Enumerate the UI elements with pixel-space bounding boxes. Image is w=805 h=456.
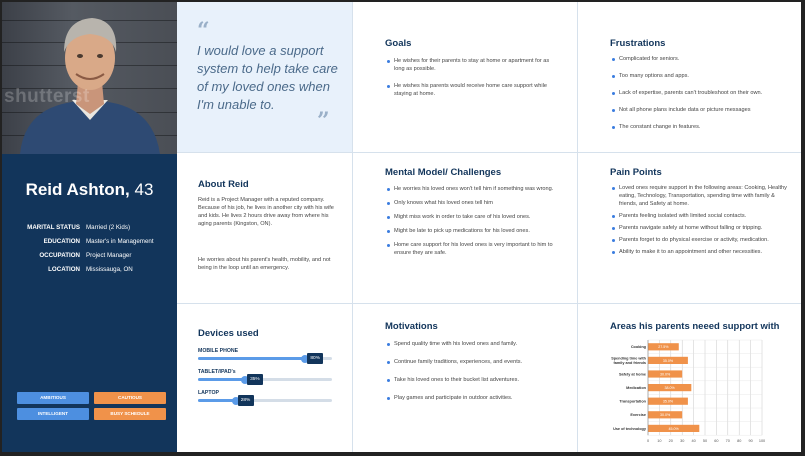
mental-model-list	[385, 185, 565, 257]
about-paragraph: He worries about his parent's health, mobility, and not being in the loop until an emergency.	[198, 257, 331, 271]
bar-value-label: 35.0%	[662, 399, 674, 404]
detail-row	[2, 224, 177, 238]
detail-label: LOCATION	[48, 266, 80, 273]
bar-value-label: 30.0%	[659, 372, 671, 377]
device-bar-fill	[198, 378, 245, 381]
about-heading: About Reid	[198, 179, 249, 190]
trait-tag-intelligent: INTELLIGENT	[17, 408, 89, 420]
goals-list	[385, 57, 557, 98]
x-tick-label: 90	[748, 439, 753, 444]
x-tick-label: 60	[714, 439, 719, 444]
category-label: Medication	[626, 386, 646, 390]
detail-label: EDUCATION	[43, 238, 80, 245]
list-item: Only knows what his loved ones tell him	[385, 199, 565, 207]
trait-tag-ambitious: AMBITIOUS	[17, 392, 89, 404]
list-item: Might be late to pick up medications for his loved ones.	[385, 227, 565, 235]
motivations-heading: Motivations	[385, 321, 438, 332]
watermark: shutterst	[4, 86, 90, 107]
bar-value-label: 45.0%	[668, 426, 679, 431]
pain-points-heading: Pain Points	[610, 167, 662, 178]
x-tick-label: 100	[758, 439, 766, 444]
pain-points-list	[610, 184, 794, 256]
bar-value-label: 27.5%	[658, 345, 669, 350]
list-item: He wishes for their parents to stay at home or apartment for as long as possible.	[385, 57, 557, 73]
list-item: Parents forget to do physical exercise or activity, medication.	[610, 236, 794, 244]
list-item: Parents navigate safely at home without falling or tripping.	[610, 224, 794, 232]
persona-details	[2, 224, 177, 280]
grid-divider	[577, 2, 578, 452]
category-label: family and friends	[613, 360, 646, 365]
x-tick-label: 50	[702, 439, 708, 444]
list-item: Too many options and apps.	[610, 72, 792, 80]
persona-quote: I would love a support system to help take care of my loved ones when I'm unable to.	[197, 43, 338, 112]
list-item: Not all phone plans include data or picture messages	[610, 106, 792, 114]
device-bar-laptop	[198, 399, 332, 402]
frustrations-list	[610, 55, 792, 131]
category-label: Safety at home	[618, 372, 646, 377]
category-label: Cooking	[630, 345, 646, 350]
x-tick-label: 0	[646, 439, 650, 444]
list-item: Complicated for seniors.	[610, 55, 792, 63]
category-label: Spending time with	[611, 356, 646, 361]
device-bar-fill	[198, 357, 305, 360]
open-quote-icon: “	[197, 18, 210, 44]
device-label-mobile: MOBILE PHONE	[198, 348, 239, 354]
device-percent-badge: 35%	[247, 374, 263, 385]
persona-name: Reid Ashton,	[25, 180, 130, 199]
bar-value-label: 38.0%	[664, 386, 675, 390]
list-item: Loved ones require support in the following areas: Cooking, Healthy eating, Technology, Transportation, spending time with family & friends, and Safety at home.	[610, 184, 794, 208]
devices-heading: Devices used	[198, 328, 259, 339]
persona-age: 43	[134, 180, 154, 199]
frustrations-heading: Frustrations	[610, 38, 666, 49]
x-tick-label: 70	[725, 439, 730, 444]
x-tick-label: 80	[737, 439, 742, 444]
trait-tag-busy-schedule: BUSY SCHEDULE	[94, 408, 166, 420]
x-tick-label: 40	[691, 439, 696, 444]
list-item: Take his loved ones to their bucket list adventures.	[385, 376, 567, 384]
category-label: Use of technology	[613, 426, 646, 431]
motivations-list	[385, 340, 567, 402]
list-item: Parents feeling isolated with limited social contacts.	[610, 212, 794, 220]
list-item: The constant change in features.	[610, 123, 792, 131]
category-label: Transportation	[619, 399, 646, 404]
goals-heading: Goals	[385, 38, 412, 49]
device-label-tablet: TABLET/IPAD's	[198, 369, 236, 375]
list-item: He worries his loved ones won't tell him if something was wrong.	[385, 185, 565, 193]
device-bar-fill	[198, 399, 236, 402]
portrait-illustration	[2, 2, 177, 154]
about-paragraph: Reid is a Project Manager with a reputed company. Because of his job, he lives in another city with his wife and kids. He lives 2 hours drive away from where his aging parents (Kingston, ON).	[198, 197, 334, 227]
grid-divider	[177, 152, 801, 153]
detail-label: OCCUPATION	[39, 252, 80, 259]
device-label-laptop: LAPTOP	[198, 390, 219, 396]
grid-divider	[352, 2, 353, 452]
x-tick-label: 10	[657, 439, 662, 444]
detail-value: Project Manager	[86, 252, 132, 259]
detail-value: Master's in Management	[86, 238, 154, 245]
device-percent-badge: 28%	[238, 395, 254, 406]
list-item: Continue family traditions, experiences, and events.	[385, 358, 567, 366]
support-areas-chart	[606, 338, 796, 450]
device-bar-mobile	[198, 357, 332, 360]
close-quote-icon: ”	[317, 108, 330, 134]
list-item: Home care support for his loved ones is very important to him to ensure they are safe.	[385, 241, 565, 257]
profile-panel	[2, 2, 177, 452]
category-label: Exercise	[630, 413, 646, 418]
list-item: Lack of expertise, parents can't troubleshoot on their own.	[610, 89, 792, 97]
chart-title: Areas his parents neeed support with	[610, 321, 780, 332]
detail-label: MARITAL STATUS	[27, 224, 80, 231]
persona-photo	[2, 2, 177, 154]
detail-row	[2, 252, 177, 266]
list-item: Might miss work in order to take care of his loved ones.	[385, 213, 565, 221]
device-bar-tablet	[198, 378, 332, 381]
bar-value-label: 35.0%	[662, 358, 674, 363]
detail-row	[2, 238, 177, 252]
list-item: He wishes his parents would receive home care support while staying at home.	[385, 82, 557, 98]
trait-tag-cautious: CAUTIOUS	[94, 392, 166, 404]
grid-divider	[177, 303, 801, 304]
persona-name-heading	[2, 180, 177, 200]
x-tick-label: 30	[680, 439, 685, 444]
x-tick-label: 20	[668, 439, 673, 444]
list-item: Spend quality time with his loved ones and family.	[385, 340, 567, 348]
detail-row	[2, 266, 177, 280]
device-percent-badge: 80%	[307, 353, 323, 364]
detail-value: Married (2 Kids)	[86, 224, 131, 231]
bar-value-label: 30.0%	[659, 413, 671, 418]
list-item: Ability to make it to an appointment and other necessities.	[610, 248, 794, 256]
quote-panel	[177, 2, 352, 152]
detail-value: Mississauga, ON	[86, 266, 133, 273]
mental-model-heading: Mental Model/ Challenges	[385, 167, 502, 178]
list-item: Play games and participate in outdoor activities.	[385, 394, 567, 402]
